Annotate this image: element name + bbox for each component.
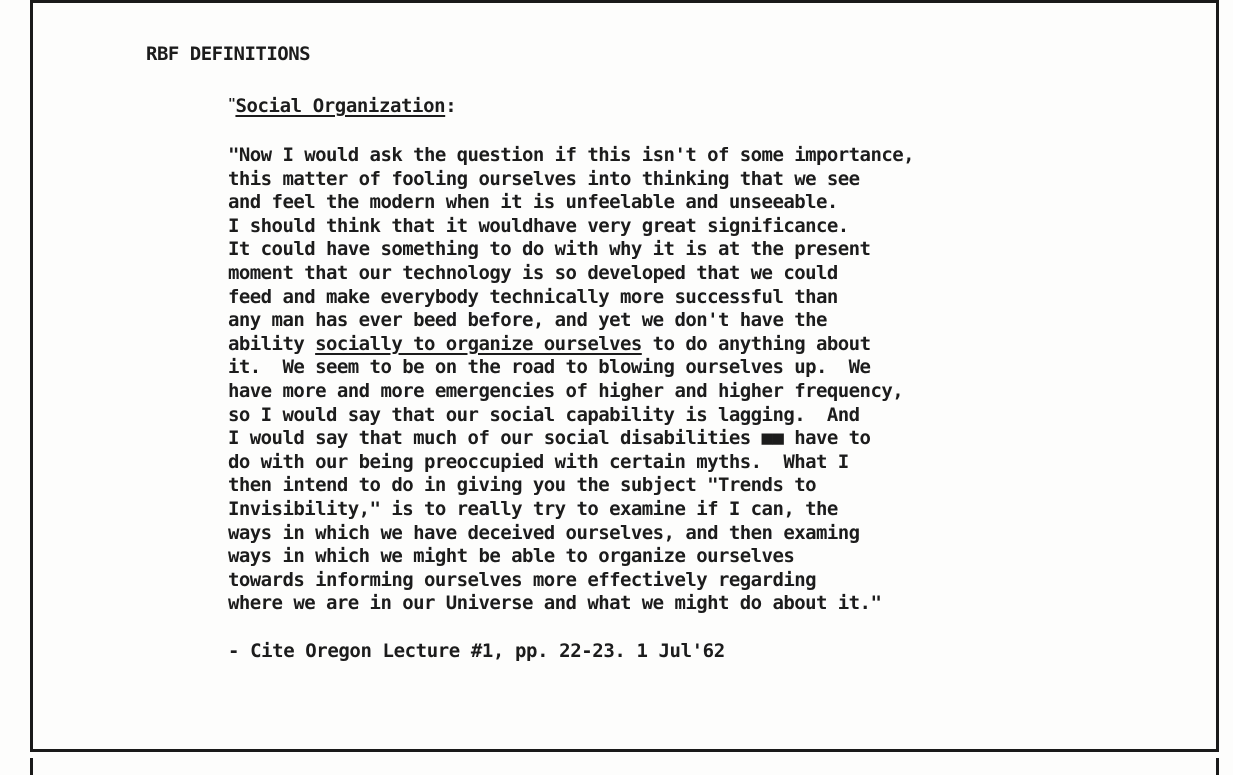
quote-line: any man has ever beed before, and yet we don't have the (228, 309, 827, 332)
quote-line: do with our being preoccupied with certain myths. What I (228, 450, 849, 473)
quote-line: I would say that much of our social disabilities ■■ have to (228, 427, 871, 450)
next-card-edge (30, 758, 1219, 775)
quote-line: Invisibility," is to really try to examine if I can, the (228, 497, 838, 520)
quote-line: ways in which we might be able to organize ourselves (228, 545, 795, 568)
quote-line: so I would say that our social capability is lagging. And (228, 403, 860, 426)
quote-line: moment that our technology is so developed that we could (228, 261, 838, 284)
quote-line: ways in which we have deceived ourselves, and then examing (228, 521, 860, 544)
quote-line: have more and more emergencies of higher and higher frequency, (228, 379, 904, 402)
quote-line-part: to do anything about (641, 332, 871, 355)
term-suffix: : (445, 95, 457, 117)
quote-line: then intend to do in giving you the subject "Trends to (228, 474, 817, 497)
quote-line-part: ability (228, 332, 316, 355)
quote-line: where we are in our Universe and what we might do about it." (228, 592, 882, 615)
underlined-phrase: socially to organize ourselves (315, 332, 642, 355)
quote-line: this matter of fooling ourselves into thinking that we see (228, 167, 860, 190)
term-label: Social Organization (235, 95, 446, 117)
term-marker: " (228, 97, 236, 112)
citation: - Cite Oregon Lecture #1, pp. 22-23. 1 Jul'62 (228, 640, 725, 662)
quote-line-underlined (228, 333, 1188, 357)
quote-line: "Now I would ask the question if this isn't of some importance, (228, 144, 915, 166)
quote-body (228, 144, 1188, 616)
term-title (228, 95, 456, 117)
quote-line: towards informing ourselves more effectively regarding (228, 568, 817, 591)
quote-line: It could have something to do with why it is at the present (228, 238, 871, 261)
card-heading: RBF DEFINITIONS (146, 43, 311, 65)
quote-line: it. We seem to be on the road to blowing ourselves up. We (228, 356, 871, 379)
quote-line: I should think that it wouldhave very great significance. (228, 214, 849, 237)
quote-line: and feel the modern when it is unfeelable and unseeable. (228, 191, 838, 214)
quote-line: feed and make everybody technically more successful than (228, 285, 838, 308)
